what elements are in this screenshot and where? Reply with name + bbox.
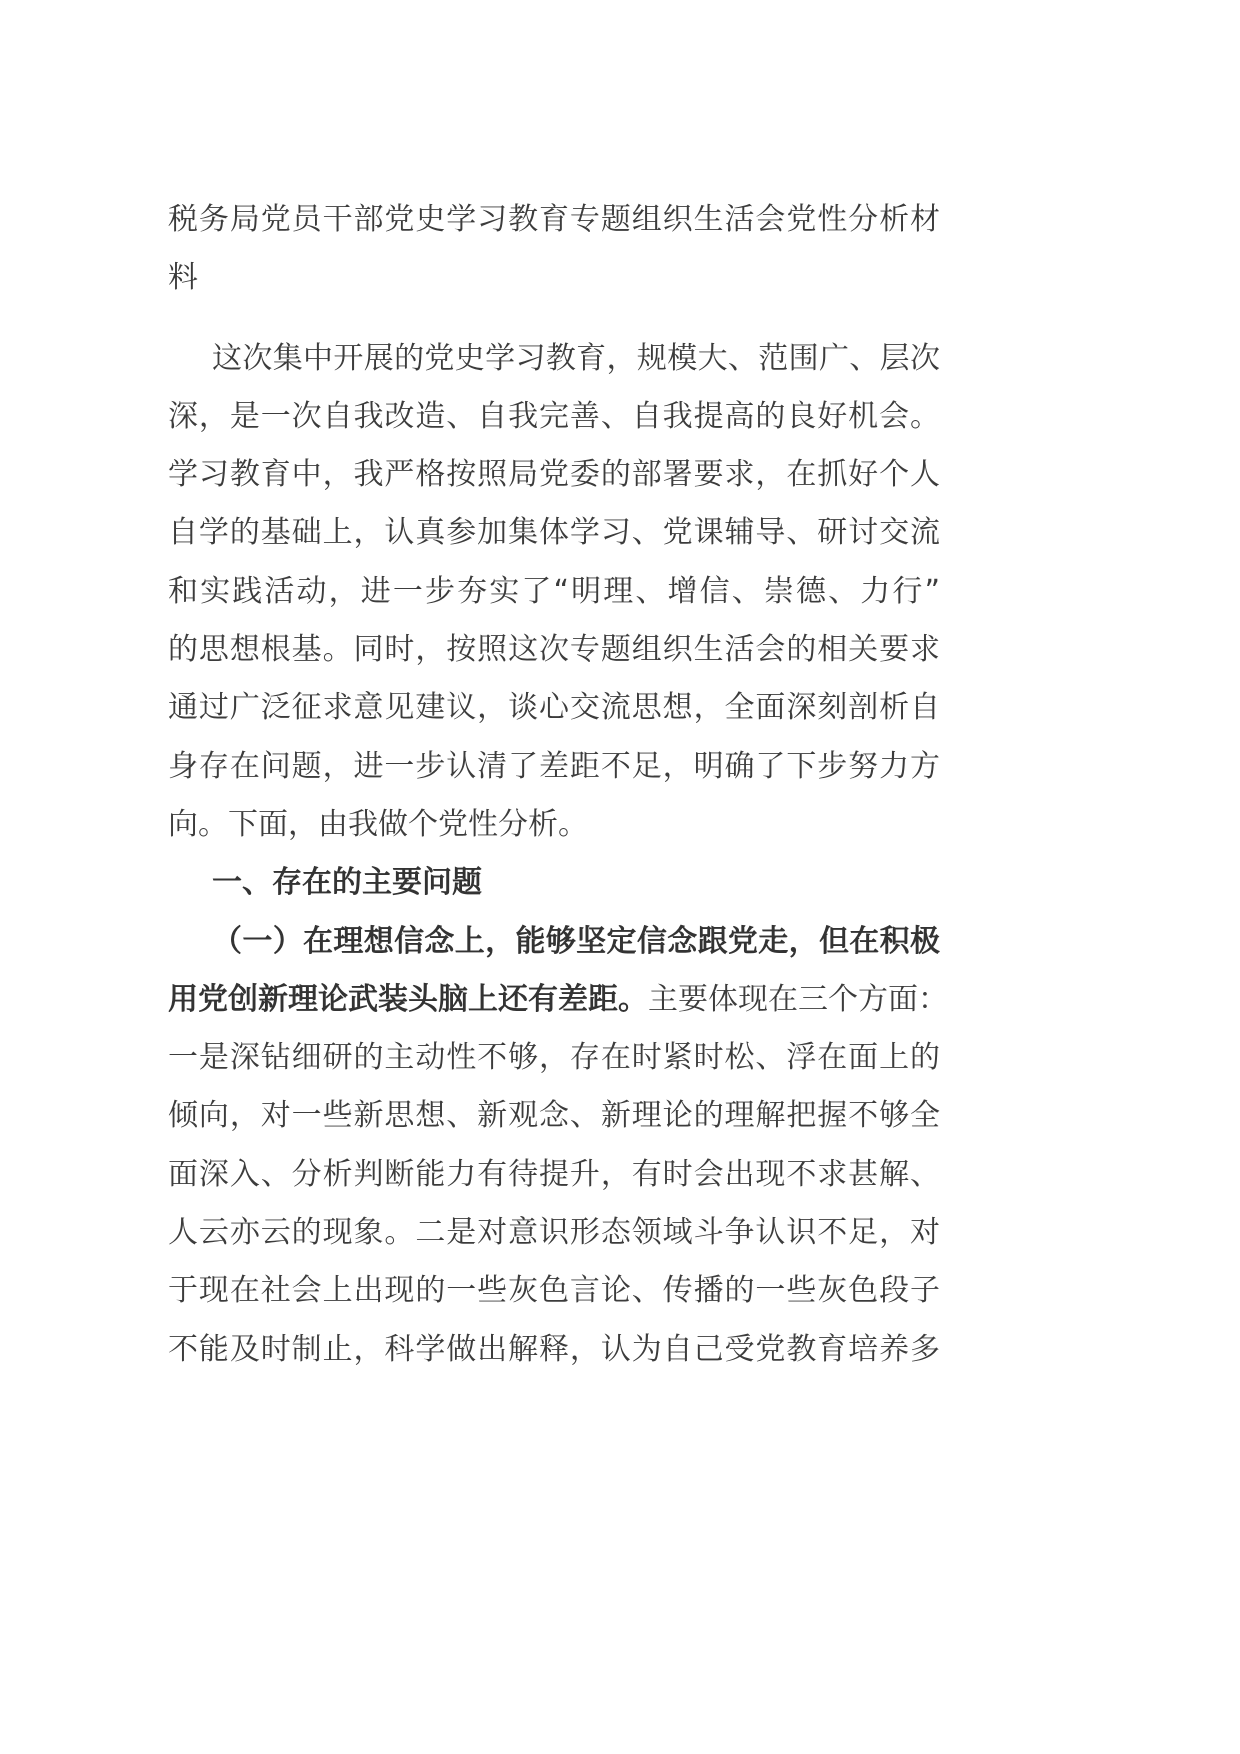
paragraph-line: 的思想根基。同时，按照这次专题组织生活会的相关要求 bbox=[168, 632, 940, 668]
paragraph-line: 通过广泛征求意见建议，谈心交流思想，全面深刻剖析自 bbox=[168, 690, 940, 726]
paragraph-line: 这次集中开展的党史学习教育，规模大、范围广、层次 bbox=[212, 340, 940, 376]
paragraph-line: 深，是一次自我改造、自我完善、自我提高的良好机会。 bbox=[168, 398, 940, 434]
paragraph-line: 身存在问题，进一步认清了差距不足，明确了下步努力方 bbox=[168, 748, 940, 784]
paragraph-text: 主要体现在三个方面： bbox=[648, 981, 948, 1017]
intro-paragraph bbox=[168, 330, 940, 855]
section-heading-text: 一、存在的主要问题 bbox=[212, 865, 482, 901]
paragraph-line: 于现在社会上出现的一些灰色言论、传播的一些灰色段子 bbox=[168, 1273, 940, 1309]
document-title-line-2: 料 bbox=[168, 260, 198, 296]
paragraph-line: 面深入、分析判断能力有待提升，有时会出现不求甚解、 bbox=[168, 1156, 940, 1192]
paragraph-line: 学习教育中，我严格按照局党委的部署要求，在抓好个人 bbox=[168, 457, 940, 493]
paragraph-line: 倾向，对一些新思想、新观念、新理论的理解把握不够全 bbox=[168, 1098, 940, 1134]
paragraph-line: 和实践活动，进一步夯实了“明理、增信、崇德、力行” bbox=[168, 573, 940, 609]
subsection-heading-part-1: （一）在理想信念上，能够坚定信念跟党走，但在积极 bbox=[212, 923, 940, 959]
subsection-1-paragraph bbox=[168, 913, 948, 1379]
paragraph-line: 向。下面，由我做个党性分析。 bbox=[168, 806, 588, 842]
section-heading bbox=[168, 854, 940, 912]
paragraph-line: 自学的基础上，认真参加集体学习、党课辅导、研讨交流 bbox=[168, 515, 940, 551]
paragraph-line: 人云亦云的现象。二是对意识形态领域斗争认识不足，对 bbox=[168, 1215, 940, 1251]
document-title-line-1: 税务局党员干部党史学习教育专题组织生活会党性分析材 bbox=[168, 202, 940, 237]
document-page bbox=[168, 191, 948, 1379]
paragraph-line bbox=[168, 913, 940, 971]
paragraph-line bbox=[168, 971, 948, 1029]
paragraph-line: 一是深钻细研的主动性不够，存在时紧时松、浮在面上的 bbox=[168, 1040, 940, 1076]
subsection-heading-part-2: 用党创新理论武装头脑上还有差距。 bbox=[168, 981, 648, 1017]
paragraph-line: 不能及时制止，科学做出解释，认为自己受党教育培养多 bbox=[168, 1331, 940, 1367]
